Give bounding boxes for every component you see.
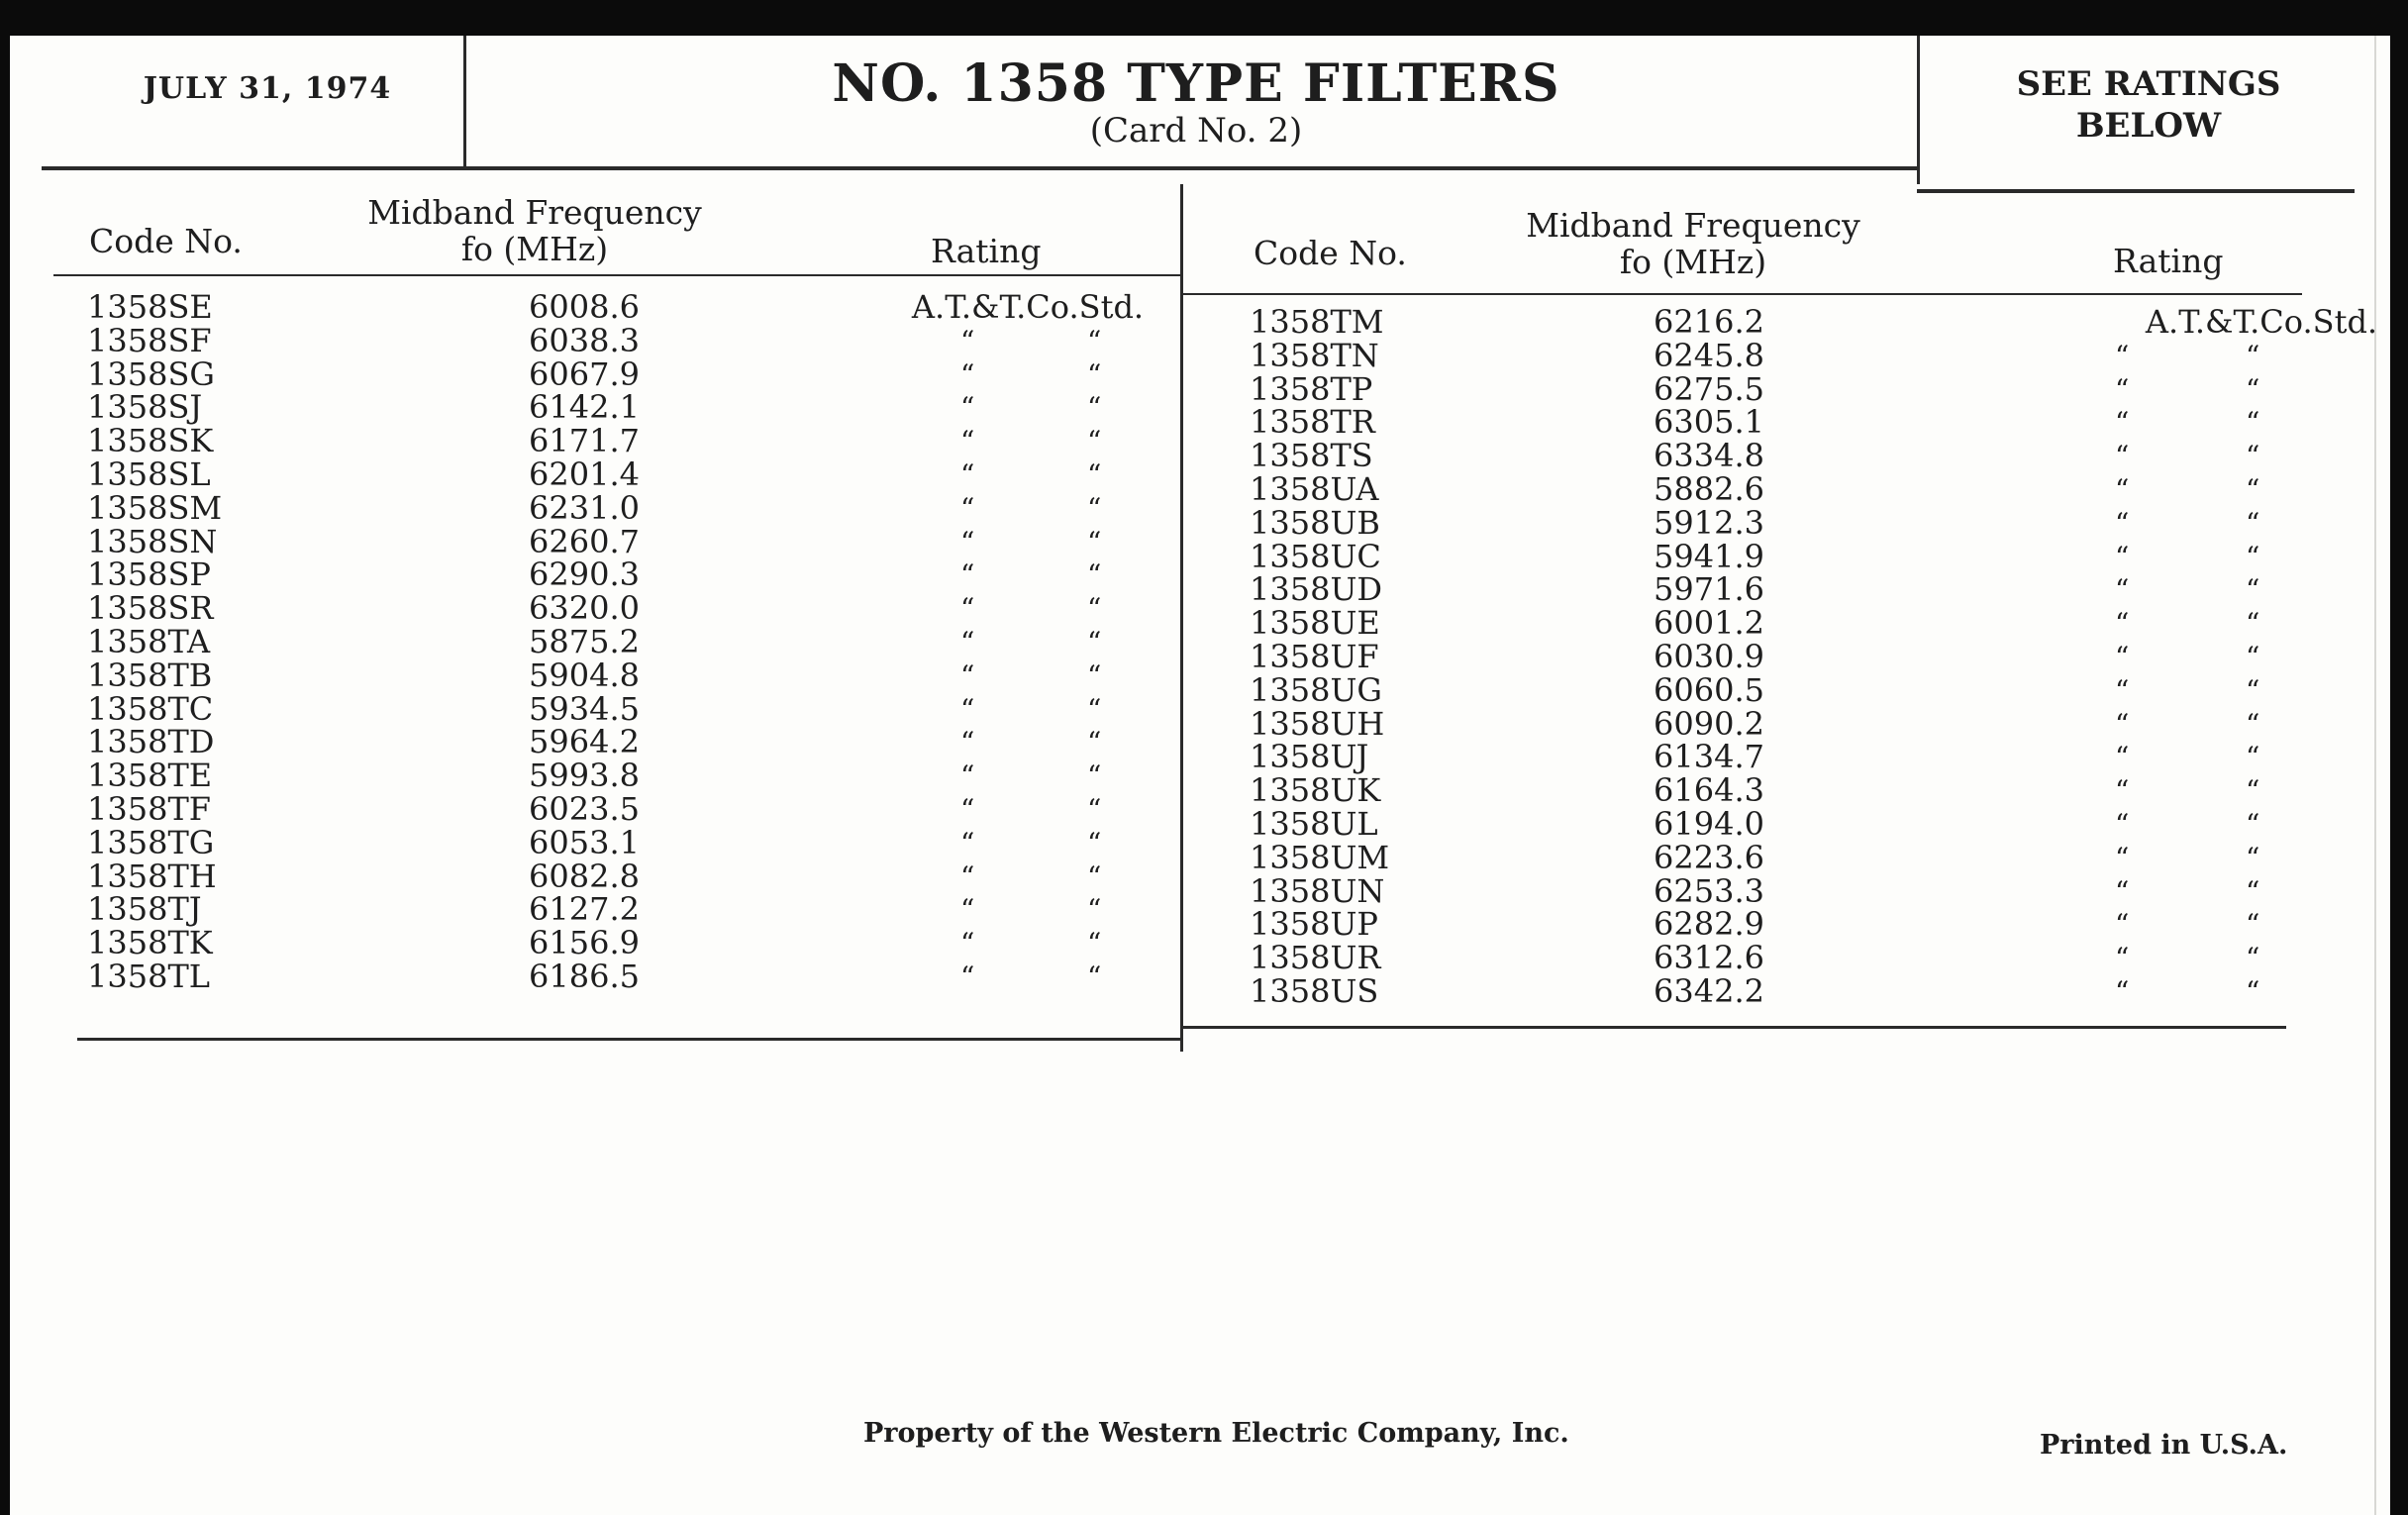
right-header-freq-line1: Midband Frequency (1526, 206, 1860, 245)
table-row (1250, 303, 2378, 341)
ditto-mark: “ (960, 525, 975, 558)
code-cell: 1358TP (1250, 369, 1373, 408)
table-row (1250, 537, 2349, 575)
code-cell: 1358UR (1250, 939, 1381, 977)
ditto-mark: “ (1087, 692, 1102, 726)
ditto-mark: “ (2115, 440, 2130, 473)
right-header-rating: Rating (2113, 242, 2224, 280)
ditto-mark: “ (2246, 741, 2260, 774)
left-header-code: Code No. (89, 222, 243, 260)
frequency-cell: 6186.5 (529, 957, 640, 995)
code-cell: 1358SM (87, 488, 223, 527)
ditto-mark: “ (2115, 472, 2130, 506)
ditto-mark: “ (2246, 440, 2260, 473)
right-table (1250, 303, 2378, 1010)
frequency-cell: 6082.8 (529, 857, 640, 895)
frequency-cell: 6290.3 (529, 556, 640, 594)
ditto-mark: “ (960, 826, 975, 859)
code-cell: 1358UC (1250, 537, 1381, 575)
ditto-mark: “ (2246, 673, 2260, 707)
ditto-mark: “ (2115, 942, 2130, 975)
ditto-mark: “ (2115, 908, 2130, 942)
frequency-cell: 6231.0 (529, 488, 640, 527)
frequency-cell: 6142.1 (529, 388, 640, 427)
table-row (87, 354, 1176, 393)
left-header-freq (347, 194, 723, 267)
ditto-mark: “ (960, 558, 975, 592)
ditto-mark: “ (2246, 406, 2260, 440)
ditto-mark: “ (2246, 807, 2260, 841)
code-cell: 1358UD (1250, 570, 1383, 609)
ditto-mark: “ (1087, 525, 1102, 558)
ditto-mark: “ (2246, 506, 2260, 540)
table-row (87, 924, 1176, 962)
table-row (1250, 738, 2349, 776)
ditto-mark: “ (2115, 607, 2130, 641)
frequency-cell: 6305.1 (1654, 403, 1764, 442)
table-row (1250, 437, 2349, 475)
code-cell: 1358TA (87, 622, 211, 660)
ditto-mark: “ (960, 927, 975, 960)
ditto-mark: “ (1087, 491, 1102, 525)
code-cell: 1358SL (87, 454, 211, 493)
ratings-note-line1: SEE RATINGS (2016, 64, 2281, 104)
left-header-rule (53, 274, 1180, 276)
ditto-mark: “ (1087, 859, 1102, 893)
code-cell: 1358TJ (87, 890, 202, 929)
code-cell: 1358TG (87, 823, 215, 861)
rating-cell: A.T.&T.Co.Std. (911, 288, 1145, 326)
ditto-mark: “ (960, 324, 975, 357)
ditto-mark: “ (1087, 792, 1102, 826)
filter-card (10, 36, 2390, 1515)
left-header-freq-line2: fo (MHz) (460, 230, 609, 268)
ditto-mark: “ (2115, 741, 2130, 774)
code-cell: 1358UF (1250, 637, 1379, 675)
frequency-cell: 6216.2 (1654, 303, 1764, 341)
frequency-cell: 6223.6 (1654, 838, 1764, 876)
code-cell: 1358UP (1250, 905, 1378, 944)
frequency-cell: 5882.6 (1654, 469, 1764, 508)
frequency-cell: 6282.9 (1654, 905, 1764, 944)
footer-printed: Printed in U.S.A. (2040, 1430, 2288, 1461)
ditto-mark: “ (1087, 927, 1102, 960)
right-header-code: Code No. (1254, 234, 1407, 272)
table-row (87, 288, 1176, 326)
ditto-mark: “ (1087, 826, 1102, 859)
ditto-mark: “ (2115, 974, 2130, 1008)
ditto-mark: “ (960, 726, 975, 759)
ditto-mark: “ (960, 391, 975, 425)
code-cell: 1358TB (87, 656, 213, 694)
frequency-cell: 6334.8 (1654, 437, 1764, 475)
frequency-cell: 6260.7 (529, 522, 640, 560)
right-header-rule (1183, 293, 2302, 295)
footer-property: Property of the Western Electric Company, Inc. (863, 1418, 1569, 1449)
ditto-mark: “ (960, 592, 975, 626)
ditto-mark: “ (1087, 457, 1102, 491)
ditto-mark: “ (1087, 625, 1102, 658)
frequency-cell: 6164.3 (1654, 771, 1764, 810)
code-cell: 1358SR (87, 589, 214, 628)
table-row (87, 823, 1176, 861)
frequency-cell: 6342.2 (1654, 971, 1764, 1010)
code-cell: 1358US (1250, 971, 1379, 1010)
code-cell: 1358SK (87, 422, 214, 460)
code-cell: 1358UH (1250, 704, 1385, 743)
table-row (1250, 670, 2349, 709)
ditto-mark: “ (2115, 807, 2130, 841)
frequency-cell: 6156.9 (529, 924, 640, 962)
code-cell: 1358TS (1250, 437, 1373, 475)
right-header-freq-line2: fo (MHz) (1619, 243, 1767, 281)
right-header-freq (1505, 207, 1881, 280)
code-cell: 1358TN (1250, 336, 1379, 374)
right-bottom-rule (1183, 1026, 2286, 1029)
ratings-note (1931, 63, 2366, 147)
ditto-mark: “ (2115, 640, 2130, 673)
frequency-cell: 6194.0 (1654, 804, 1764, 843)
code-cell: 1358TL (87, 957, 211, 995)
ditto-mark: “ (1087, 592, 1102, 626)
code-cell: 1358UK (1250, 771, 1381, 810)
ditto-mark: “ (1087, 658, 1102, 692)
table-row (1250, 704, 2349, 743)
table-row (87, 789, 1176, 828)
ditto-mark: “ (960, 759, 975, 793)
table-row (87, 622, 1176, 660)
code-cell: 1358TC (87, 689, 214, 728)
table-row (1250, 336, 2349, 374)
frequency-cell: 6320.0 (529, 589, 640, 628)
frequency-cell: 6090.2 (1654, 704, 1764, 743)
code-cell: 1358SE (87, 288, 213, 326)
table-row (87, 589, 1176, 628)
table-row (87, 388, 1176, 427)
ditto-mark: “ (960, 457, 975, 491)
table-row (87, 723, 1176, 761)
ditto-mark: “ (2115, 339, 2130, 372)
code-cell: 1358TE (87, 757, 213, 795)
ditto-mark: “ (2115, 540, 2130, 573)
table-row (1250, 838, 2349, 876)
ditto-mark: “ (1087, 759, 1102, 793)
left-table (87, 288, 1176, 995)
frequency-cell: 6171.7 (529, 422, 640, 460)
ditto-mark: “ (1087, 558, 1102, 592)
ditto-mark: “ (2115, 506, 2130, 540)
frequency-cell: 6201.4 (529, 454, 640, 493)
ditto-mark: “ (960, 692, 975, 726)
code-cell: 1358UL (1250, 804, 1378, 843)
table-row (87, 454, 1176, 493)
ditto-mark: “ (960, 625, 975, 658)
header-rule-left (42, 166, 1919, 170)
ditto-mark: “ (2246, 974, 2260, 1008)
frequency-cell: 6053.1 (529, 823, 640, 861)
ditto-mark: “ (2246, 640, 2260, 673)
code-cell: 1358UM (1250, 838, 1390, 876)
frequency-cell: 6023.5 (529, 789, 640, 828)
frequency-cell: 6038.3 (529, 321, 640, 359)
ditto-mark: “ (2246, 874, 2260, 908)
table-row (87, 522, 1176, 560)
ditto-mark: “ (2246, 942, 2260, 975)
frequency-cell: 5904.8 (529, 656, 640, 694)
ditto-mark: “ (2115, 707, 2130, 741)
code-cell: 1358TR (1250, 403, 1375, 442)
frequency-cell: 5971.6 (1654, 570, 1764, 609)
ditto-mark: “ (960, 658, 975, 692)
table-row (1250, 637, 2349, 675)
table-divider (1180, 184, 1183, 1052)
frequency-cell: 6253.3 (1654, 871, 1764, 910)
code-cell: 1358SF (87, 321, 212, 359)
ditto-mark: “ (1087, 357, 1102, 391)
frequency-cell: 5993.8 (529, 757, 640, 795)
ditto-mark: “ (2115, 774, 2130, 808)
frequency-cell: 5964.2 (529, 723, 640, 761)
table-row (1250, 771, 2349, 810)
left-header-freq-line1: Midband Frequency (367, 193, 702, 232)
ditto-mark: “ (2246, 841, 2260, 874)
card-date: JULY 31, 1974 (143, 71, 392, 106)
table-row (87, 759, 1176, 793)
table-row (1250, 503, 2349, 542)
table-row (1250, 604, 2349, 643)
ditto-mark: “ (1087, 893, 1102, 927)
table-row (1250, 971, 2349, 1010)
ditto-mark: “ (960, 960, 975, 993)
frequency-cell: 5875.2 (529, 622, 640, 660)
table-row (87, 890, 1176, 929)
rating-cell: A.T.&T.Co.Std. (2145, 303, 2378, 341)
code-cell: 1358UG (1250, 670, 1382, 709)
table-row (87, 957, 1176, 995)
table-row (87, 857, 1176, 895)
ditto-mark: “ (2246, 707, 2260, 741)
frequency-cell: 5934.5 (529, 689, 640, 728)
frequency-cell: 6127.2 (529, 890, 640, 929)
header-rule-right (1917, 189, 2355, 193)
frequency-cell: 6245.8 (1654, 336, 1764, 374)
ditto-mark: “ (2246, 372, 2260, 406)
frequency-cell: 6030.9 (1654, 637, 1764, 675)
frequency-cell: 6312.6 (1654, 939, 1764, 977)
table-row (1250, 403, 2349, 442)
table-row (1250, 570, 2349, 609)
left-header-rating: Rating (931, 232, 1042, 270)
ditto-mark: “ (2246, 339, 2260, 372)
ditto-mark: “ (1087, 960, 1102, 993)
ratings-note-line2: BELOW (2075, 106, 2222, 146)
table-row (1250, 905, 2349, 944)
ditto-mark: “ (2115, 372, 2130, 406)
ditto-mark: “ (2246, 540, 2260, 573)
ditto-mark: “ (2115, 406, 2130, 440)
ditto-mark: “ (2115, 573, 2130, 607)
card-title: NO. 1358 TYPE FILTERS (832, 53, 1560, 114)
table-row (1250, 939, 2349, 977)
table-row (87, 422, 1176, 460)
code-cell: 1358TH (87, 857, 217, 895)
ditto-mark: “ (2246, 472, 2260, 506)
table-row (87, 558, 1176, 592)
ditto-mark: “ (960, 792, 975, 826)
code-cell: 1358SG (87, 354, 215, 393)
ditto-mark: “ (960, 859, 975, 893)
code-cell: 1358UB (1250, 503, 1380, 542)
code-cell: 1358UJ (1250, 738, 1369, 776)
code-cell: 1358TM (1250, 303, 1384, 341)
ditto-mark: “ (1087, 391, 1102, 425)
code-cell: 1358SP (87, 556, 211, 594)
ditto-mark: “ (2246, 908, 2260, 942)
frequency-cell: 5941.9 (1654, 537, 1764, 575)
ditto-mark: “ (1087, 425, 1102, 458)
ditto-mark: “ (960, 893, 975, 927)
ditto-mark: “ (2246, 573, 2260, 607)
table-row (87, 488, 1176, 527)
table-row (87, 656, 1176, 694)
code-cell: 1358SN (87, 522, 218, 560)
ditto-mark: “ (960, 425, 975, 458)
table-row (1250, 871, 2349, 910)
ditto-mark: “ (960, 357, 975, 391)
code-cell: 1358TD (87, 723, 215, 761)
ditto-mark: “ (2115, 673, 2130, 707)
table-row (1250, 804, 2349, 843)
card-edge (2374, 36, 2376, 1515)
frequency-cell: 6134.7 (1654, 738, 1764, 776)
frequency-cell: 6001.2 (1654, 604, 1764, 643)
ditto-mark: “ (2115, 874, 2130, 908)
frequency-cell: 6275.5 (1654, 369, 1764, 408)
code-cell: 1358UE (1250, 604, 1380, 643)
frequency-cell: 6067.9 (529, 354, 640, 393)
ditto-mark: “ (2246, 774, 2260, 808)
frequency-cell: 6060.5 (1654, 670, 1764, 709)
card-subtitle: (Card No. 2) (1089, 111, 1303, 151)
ditto-mark: “ (1087, 324, 1102, 357)
frequency-cell: 5912.3 (1654, 503, 1764, 542)
header-divider-right (1917, 36, 1920, 184)
code-cell: 1358TF (87, 789, 211, 828)
code-cell: 1358TK (87, 924, 213, 962)
code-cell: 1358UN (1250, 871, 1385, 910)
ditto-mark: “ (2246, 607, 2260, 641)
ditto-mark: “ (2115, 841, 2130, 874)
table-row (1250, 369, 2349, 408)
code-cell: 1358UA (1250, 469, 1379, 508)
code-cell: 1358SJ (87, 388, 203, 427)
table-row (87, 689, 1176, 728)
table-row (1250, 469, 2349, 508)
frequency-cell: 6008.6 (529, 288, 640, 326)
ditto-mark: “ (960, 491, 975, 525)
ditto-mark: “ (1087, 726, 1102, 759)
table-row (87, 321, 1176, 359)
left-bottom-rule (77, 1038, 1180, 1041)
